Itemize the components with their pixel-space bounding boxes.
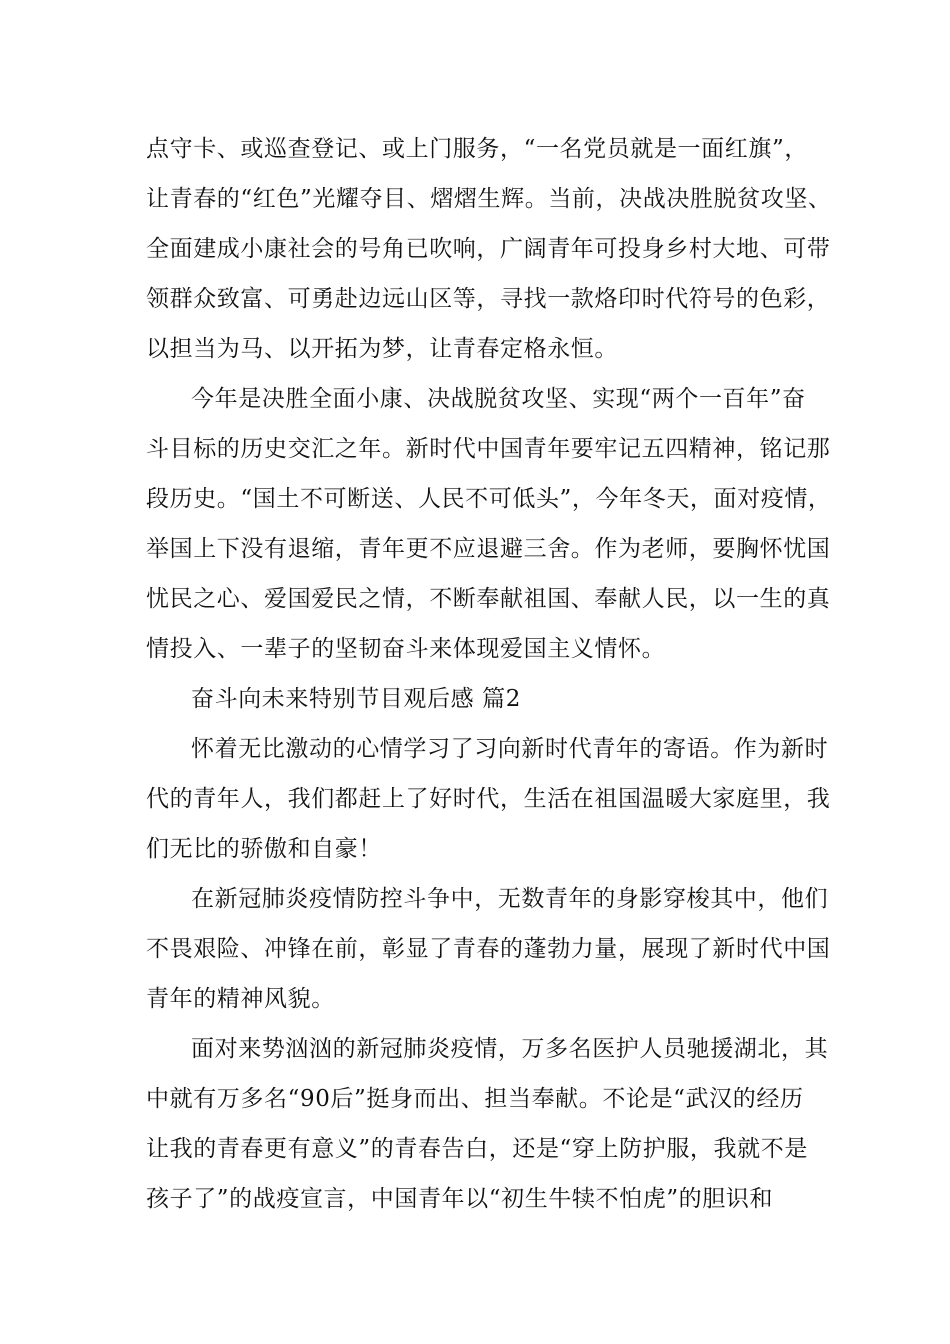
text-line: 段历史。“国土不可断送、人民不可低头”，今年冬天，面对疫情， xyxy=(146,486,832,512)
paragraph-first-line: 在新冠肺炎疫情防控斗争中，无数青年的身影穿梭其中，他们 xyxy=(191,886,829,912)
text-line: 们无比的骄傲和自豪！ xyxy=(146,836,382,862)
text-line: 领群众致富、可勇赴边远山区等，寻找一款烙印时代符号的色彩， xyxy=(146,286,831,312)
text-line: 举国上下没有退缩，青年更不应退避三舍。作为老师，要胸怀忧国 xyxy=(146,536,831,562)
text-line: 忧民之心、爱国爱民之情，不断奉献祖国、奉献人民，以一生的真 xyxy=(146,586,831,612)
text-line: 情投入、一辈子的坚韧奋斗来体现爱国主义情怀。 xyxy=(146,636,666,662)
text-line: 代的青年人，我们都赶上了好时代，生活在祖国温暖大家庭里，我 xyxy=(146,786,831,812)
text-line: 青年的精神风貌。 xyxy=(146,986,335,1012)
text-line: 全面建成小康社会的号角已吹响，广阔青年可投身乡村大地、可带 xyxy=(146,236,831,262)
section-heading: 奋斗向未来特别节目观后感 篇2 xyxy=(191,686,521,712)
text-line: 不畏艰险、冲锋在前，彰显了青春的蓬勃力量，展现了新时代中国 xyxy=(146,936,831,962)
text-line: 中就有万多名“90后”挺身而出、担当奉献。不论是“武汉的经历 xyxy=(146,1086,804,1112)
paragraph-first-line: 怀着无比激动的心情学习了习向新时代青年的寄语。作为新时 xyxy=(191,736,829,762)
text-line: 让青春的“红色”光耀夺目、熠熠生辉。当前，决战决胜脱贫攻坚、 xyxy=(146,186,832,212)
text-line: 斗目标的历史交汇之年。新时代中国青年要牢记五四精神，铭记那 xyxy=(146,436,831,462)
text-line: 以担当为马、以开拓为梦，让青春定格永恒。 xyxy=(146,336,618,362)
text-line: 点守卡、或巡查登记、或上门服务，“一名党员就是一面红旗”， xyxy=(146,136,808,162)
text-line: 让我的青春更有意义”的青春告白，还是“穿上防护服，我就不是 xyxy=(146,1136,808,1162)
paragraph-first-line: 今年是决胜全面小康、决战脱贫攻坚、实现“两个一百年”奋 xyxy=(191,386,806,412)
paragraph-first-line: 面对来势汹汹的新冠肺炎疫情，万多名医护人员驰援湖北，其 xyxy=(191,1036,829,1062)
text-line: 孩子了”的战疫宣言，中国青年以“初生牛犊不怕虎”的胆识和 xyxy=(146,1186,774,1212)
